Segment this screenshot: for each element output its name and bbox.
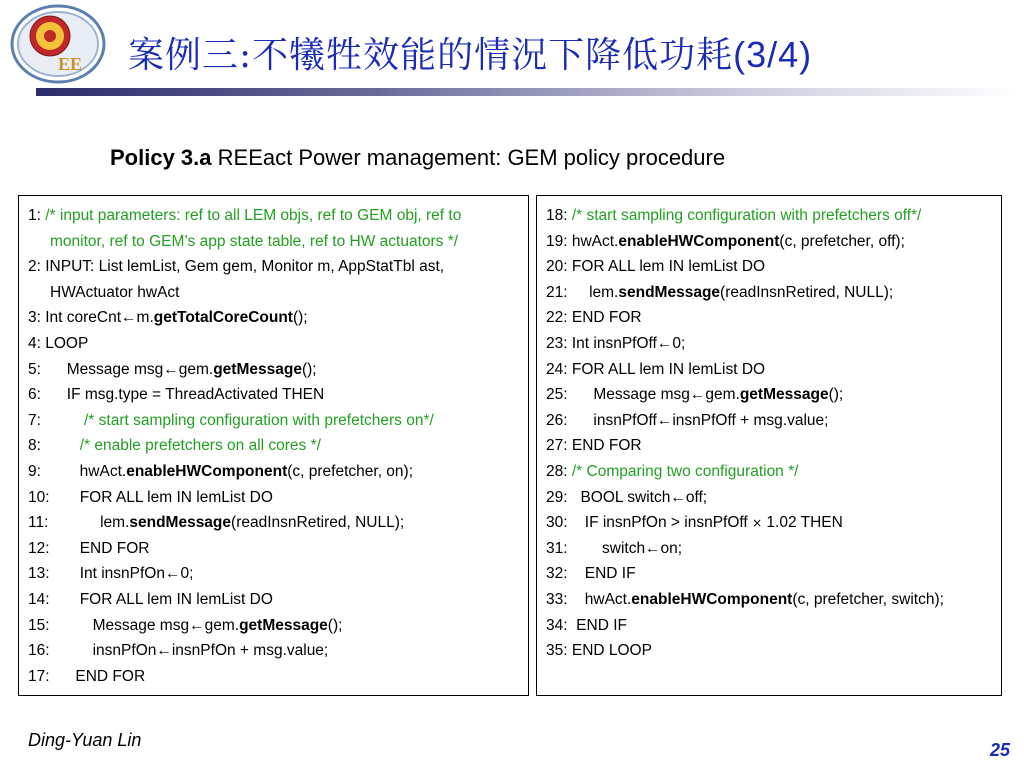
code-function: enableHWComponent xyxy=(631,590,793,608)
code-line: 15: Message msg←gem.getMessage(); xyxy=(28,616,343,634)
code-box-right xyxy=(536,195,1002,696)
code-comment: /* Comparing two configuration */ xyxy=(571,462,799,480)
slide-title-number: (3/4) xyxy=(733,34,813,75)
code-line: 5: Message msg←gem.getMessage(); xyxy=(28,360,317,378)
logo-lettering: EE xyxy=(58,54,83,74)
code-comment: monitor, ref to GEM’s app state table, ref to HW actuators */ xyxy=(50,232,459,250)
code-comment: /* start sampling configuration with prefetchers off*/ xyxy=(571,207,922,224)
code-line: 25: Message msg←gem.getMessage(); xyxy=(546,386,844,404)
code-line: 30: IF insnPfOn > insnPfOff × 1.02 THEN xyxy=(546,514,843,532)
code-function: getMessage xyxy=(739,386,829,404)
code-line: 11: lem.sendMessage(readInsnRetired, NULL); xyxy=(28,514,405,532)
code-line xyxy=(28,229,528,255)
code-line: 9: hwAct.enableHWComponent(c, prefetcher, on); xyxy=(28,462,414,480)
code-function: enableHWComponent xyxy=(126,462,288,480)
title-underline xyxy=(36,88,1020,96)
code-line: HWActuator hwAct xyxy=(50,283,180,301)
code-function: sendMessage xyxy=(618,283,721,301)
code-line: 35: END LOOP xyxy=(546,642,652,660)
code-function: getMessage xyxy=(239,616,328,634)
code-line: 22: END FOR xyxy=(546,309,642,327)
code-line: 2: INPUT: List lemList, Gem gem, Monitor m, AppStatTbl ast, xyxy=(28,258,445,276)
code-comment: /* enable prefetchers on all cores */ xyxy=(79,437,321,455)
code-line: 27: END FOR xyxy=(546,437,642,455)
code-line: 29: BOOL switch←off; xyxy=(546,488,708,506)
page-number: 25 xyxy=(989,740,1010,760)
code-line: 32: END IF xyxy=(546,565,636,583)
code-line: 4: LOOP xyxy=(28,334,89,352)
code-line: 21: lem.sendMessage(readInsnRetired, NULL); xyxy=(546,283,894,301)
policy-heading xyxy=(110,144,725,172)
code-comment: /* start sampling configuration with prefetchers on*/ xyxy=(84,411,434,429)
code-function: sendMessage xyxy=(129,514,232,532)
footer-author: Ding-Yuan Lin xyxy=(28,730,142,750)
code-line: 18: /* start sampling configuration with prefetchers off*/ xyxy=(546,207,922,224)
policy-caption: REEact Power management: GEM policy procedure xyxy=(217,145,726,170)
code-line: 19: hwAct.enableHWComponent(c, prefetcher, off); xyxy=(546,232,905,250)
code-line: 8: /* enable prefetchers on all cores */ xyxy=(28,437,321,455)
code-line: 13: Int insnPfOn←0; xyxy=(28,565,194,583)
code-comment: /* input parameters: ref to all LEM objs, ref to GEM obj, ref to xyxy=(45,207,462,224)
code-line: 3: Int coreCnt←m.getTotalCoreCount(); xyxy=(28,309,308,327)
code-line: 17: END FOR xyxy=(28,667,146,685)
code-line: 1: /* input parameters: ref to all LEM objs, ref to GEM obj, ref to xyxy=(28,207,462,224)
code-line: 12: END FOR xyxy=(28,539,150,557)
code-function: getTotalCoreCount xyxy=(153,309,293,327)
code-line: 24: FOR ALL lem IN lemList DO xyxy=(546,360,766,378)
times-symbol: × xyxy=(752,516,763,531)
code-line: 10: FOR ALL lem IN lemList DO xyxy=(28,488,273,506)
code-box-left xyxy=(18,195,529,696)
code-function: enableHWComponent xyxy=(618,232,780,250)
code-line: 7: /* start sampling configuration with prefetchers on*/ xyxy=(28,411,434,429)
slide-title-cjk: 案例三:不犧牲效能的情況下降低功耗 xyxy=(128,35,734,76)
code-line: 26: insnPfOff←insnPfOff + msg.value; xyxy=(546,411,829,429)
code-line: 31: switch←on; xyxy=(546,539,683,557)
code-line: 16: insnPfOn←insnPfOn + msg.value; xyxy=(28,642,329,660)
code-line: 20: FOR ALL lem IN lemList DO xyxy=(546,258,766,276)
code-line: 14: FOR ALL lem IN lemList DO xyxy=(28,590,273,608)
code-line: 33: hwAct.enableHWComponent(c, prefetcher, switch); xyxy=(546,590,944,608)
university-logo xyxy=(6,2,106,86)
code-line: 6: IF msg.type = ThreadActivated THEN xyxy=(28,386,325,404)
code-function: getMessage xyxy=(213,360,302,378)
policy-label: Policy 3.a xyxy=(110,145,212,170)
code-line: 23: Int insnPfOff←0; xyxy=(546,334,686,352)
slide-title xyxy=(128,30,1008,80)
code-line: 28: /* Comparing two configuration */ xyxy=(546,462,799,480)
code-line: 34: END IF xyxy=(546,616,627,634)
